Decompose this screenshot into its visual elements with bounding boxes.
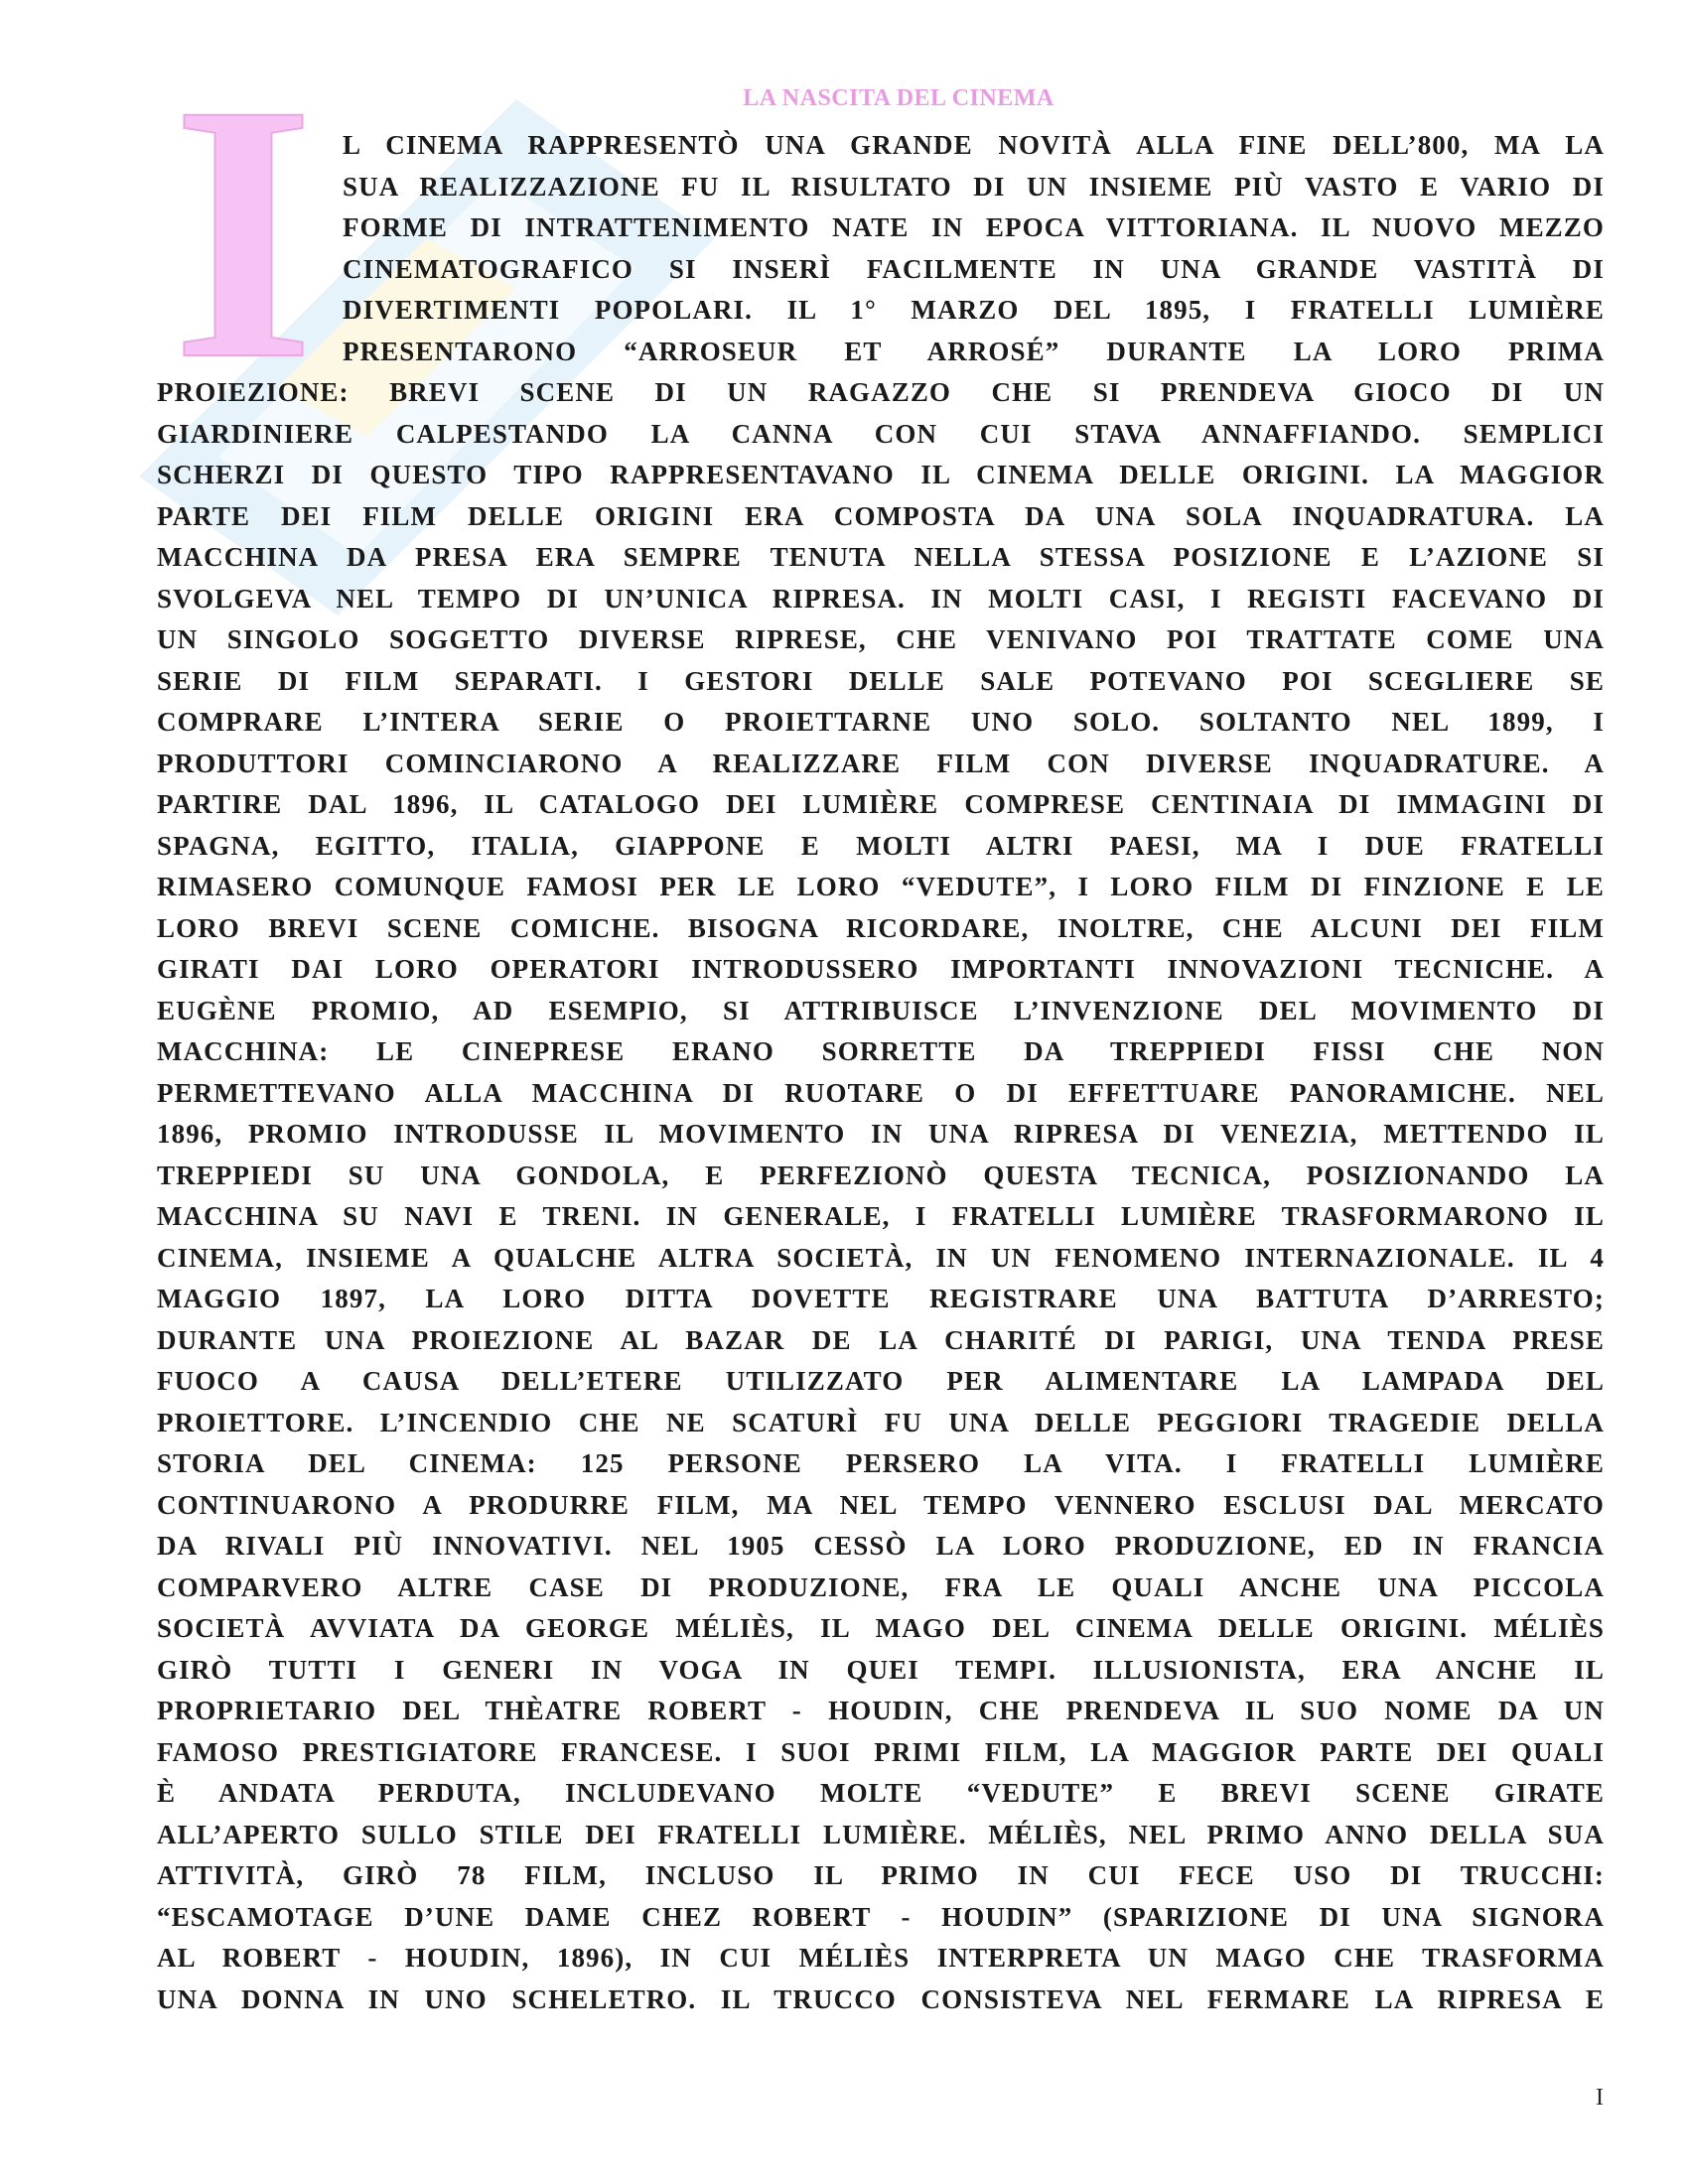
text-line: RIMASERO COMUNQUE FAMOSI PER LE LORO “VEDUTE”, I LORO FILM DI FINZIONE E LE (157, 872, 1605, 901)
text-line: L CINEMA RAPPRESENTÒ UNA GRANDE NOVITÀ ALLA FINE DELL’800, MA LA (343, 130, 1605, 160)
text-line: FORME DI INTRATTENIMENTO NATE IN EPOCA VITTORIANA. IL NUOVO MEZZO (343, 212, 1605, 242)
text-line: COMPRARE L’INTERA SERIE O PROIETTARNE UNO SOLO. SOLTANTO NEL 1899, I (157, 707, 1605, 737)
text-line: MAGGIO 1897, LA LORO DITTA DOVETTE REGISTRARE UNA BATTUTA D’ARRESTO; (157, 1284, 1605, 1313)
text-line: TREPPIEDI SU UNA GONDOLA, E PERFEZIONÒ QUESTA TECNICA, POSIZIONANDO LA (157, 1160, 1605, 1190)
text-line: PRESENTARONO “ARROSEUR ET ARROSÉ” DURANTE LA LORO PRIMA (343, 336, 1605, 366)
text-line: CINEMA, INSIEME A QUALCHE ALTRA SOCIETÀ, IN UN FENOMENO INTERNAZIONALE. IL 4 (157, 1242, 1605, 1273)
page-number: I (1596, 2085, 1604, 2111)
text-line: SOCIETÀ AVVIATA DA GEORGE MÉLIÈS, IL MAGO DEL CINEMA DELLE ORIGINI. MÉLIÈS (157, 1613, 1605, 1643)
text-line: PROPRIETARIO DEL THÈATRE ROBERT - HOUDIN, CHE PRENDEVA IL SUO NOME DA UN (157, 1696, 1605, 1725)
text-line: PROIEZIONE: BREVI SCENE DI UN RAGAZZO CHE SI PRENDEVA GIOCO DI UN (157, 377, 1605, 407)
text-line: COMPARVERO ALTRE CASE DI PRODUZIONE, FRA LE QUALI ANCHE UNA PICCOLA (157, 1571, 1605, 1602)
text-line: È ANDATA PERDUTA, INCLUDEVANO MOLTE “VEDUTE” E BREVI SCENE GIRATE (157, 1778, 1605, 1808)
text-line: ALL’APERTO SULLO STILE DEI FRATELLI LUMIÈRE. MÉLIÈS, NEL PRIMO ANNO DELLA SUA (157, 1819, 1605, 1849)
text-line: GIARDINIERE CALPESTANDO LA CANNA CON CUI STAVA ANNAFFIANDO. SEMPLICI (157, 418, 1605, 449)
drop-cap: I (172, 29, 315, 436)
text-line: UNA DONNA IN UNO SCHELETRO. IL TRUCCO CONSISTEVA NEL FERMARE LA RIPRESA E (157, 1983, 1605, 2014)
text-line: ATTIVITÀ, GIRÒ 78 FILM, INCLUSO IL PRIMO IN CUI FECE USO DI TRUCCHI: (157, 1860, 1605, 1890)
text-line: MACCHINA SU NAVI E TRENI. IN GENERALE, I FRATELLI LUMIÈRE TRASFORMARONO IL (157, 1201, 1605, 1231)
text-line: PARTE DEI FILM DELLE ORIGINI ERA COMPOSTA DA UNA SOLA INQUADRATURA. LA (157, 500, 1605, 531)
text-line: PRODUTTORI COMINCIARONO A REALIZZARE FILM CON DIVERSE INQUADRATURE. A (157, 748, 1605, 778)
text-line: “ESCAMOTAGE D’UNE DAME CHEZ ROBERT - HOUDIN” (SPARIZIONE DI UNA SIGNORA (157, 1901, 1605, 1932)
text-line: CINEMATOGRAFICO SI INSERÌ FACILMENTE IN UNA GRANDE VASTITÀ DI (343, 253, 1605, 284)
text-line: FUOCO A CAUSA DELL’ETERE UTILIZZATO PER ALIMENTARE LA LAMPADA DEL (157, 1366, 1605, 1396)
text-line: GIRATI DAI LORO OPERATORI INTRODUSSERO IMPORTANTI INNOVAZIONI TECNICHE. A (157, 954, 1605, 984)
text-line: SCHERZI DI QUESTO TIPO RAPPRESENTAVANO IL CINEMA DELLE ORIGINI. LA MAGGIOR (157, 460, 1605, 489)
text-line: 1896, PROMIO INTRODUSSE IL MOVIMENTO IN UNA RIPRESA DI VENEZIA, METTENDO IL (157, 1119, 1605, 1149)
text-line: LORO BREVI SCENE COMICHE. BISOGNA RICORDARE, INOLTRE, CHE ALCUNI DEI FILM (157, 912, 1605, 943)
text-line: PERMETTEVANO ALLA MACCHINA DI RUOTARE O DI EFFETTUARE PANORAMICHE. NEL (157, 1077, 1605, 1108)
text-line: GIRÒ TUTTI I GENERI IN VOGA IN QUEI TEMPI. ILLUSIONISTA, ERA ANCHE IL (157, 1654, 1605, 1685)
text-line: DA RIVALI PIÙ INNOVATIVI. NEL 1905 CESSÒ LA LORO PRODUZIONE, ED IN FRANCIA (157, 1531, 1605, 1561)
text-line: FAMOSO PRESTIGIATORE FRANCESE. I SUOI PRIMI FILM, LA MAGGIOR PARTE DEI QUALI (157, 1736, 1605, 1767)
text-line: STORIA DEL CINEMA: 125 PERSONE PERSERO LA VITA. I FRATELLI LUMIÈRE (157, 1448, 1605, 1478)
text-line: SVOLGEVA NEL TEMPO DI UN’UNICA RIPRESA. IN MOLTI CASI, I REGISTI FACEVANO DI (157, 583, 1605, 614)
text-line: EUGÈNE PROMIO, AD ESEMPIO, SI ATTRIBUISCE L’INVENZIONE DEL MOVIMENTO DI (157, 995, 1605, 1025)
page-title: LA NASCITA DEL CINEMA (743, 85, 1055, 111)
text-line: MACCHINA DA PRESA ERA SEMPRE TENUTA NELLA STESSA POSIZIONE E L’AZIONE SI (157, 542, 1605, 572)
text-line: DURANTE UNA PROIEZIONE AL BAZAR DE LA CHARITÉ DI PARIGI, UNA TENDA PRESE (157, 1324, 1605, 1355)
text-line: SERIE DI FILM SEPARATI. I GESTORI DELLE SALE POTEVANO POI SCEGLIERE SE (157, 665, 1605, 696)
text-line: UN SINGOLO SOGGETTO DIVERSE RIPRESE, CHE VENIVANO POI TRATTATE COME UNA (157, 624, 1605, 654)
text-line: SPAGNA, EGITTO, ITALIA, GIAPPONE E MOLTI ALTRI PAESI, MA I DUE FRATELLI (157, 830, 1605, 861)
text-line: AL ROBERT - HOUDIN, 1896), IN CUI MÉLIÈS INTERPRETA UN MAGO CHE TRASFORMA (157, 1943, 1605, 1973)
text-line: CONTINUARONO A PRODURRE FILM, MA NEL TEMPO VENNERO ESCLUSI DAL MERCATO (157, 1489, 1605, 1520)
text-line: MACCHINA: LE CINEPRESE ERANO SORRETTE DA TREPPIEDI FISSI CHE NON (157, 1036, 1605, 1066)
text-line: SUA REALIZZAZIONE FU IL RISULTATO DI UN INSIEME PIÙ VASTO E VARIO DI (343, 171, 1605, 202)
text-line: DIVERTIMENTI POPOLARI. IL 1° MARZO DEL 1895, I FRATELLI LUMIÈRE (343, 295, 1605, 325)
text-line: PROIETTORE. L’INCENDIO CHE NE SCATURÌ FU UNA DELLE PEGGIORI TRAGEDIE DELLA (157, 1407, 1605, 1437)
text-line: PARTIRE DAL 1896, IL CATALOGO DEI LUMIÈRE COMPRESE CENTINAIA DI IMMAGINI DI (157, 789, 1605, 819)
